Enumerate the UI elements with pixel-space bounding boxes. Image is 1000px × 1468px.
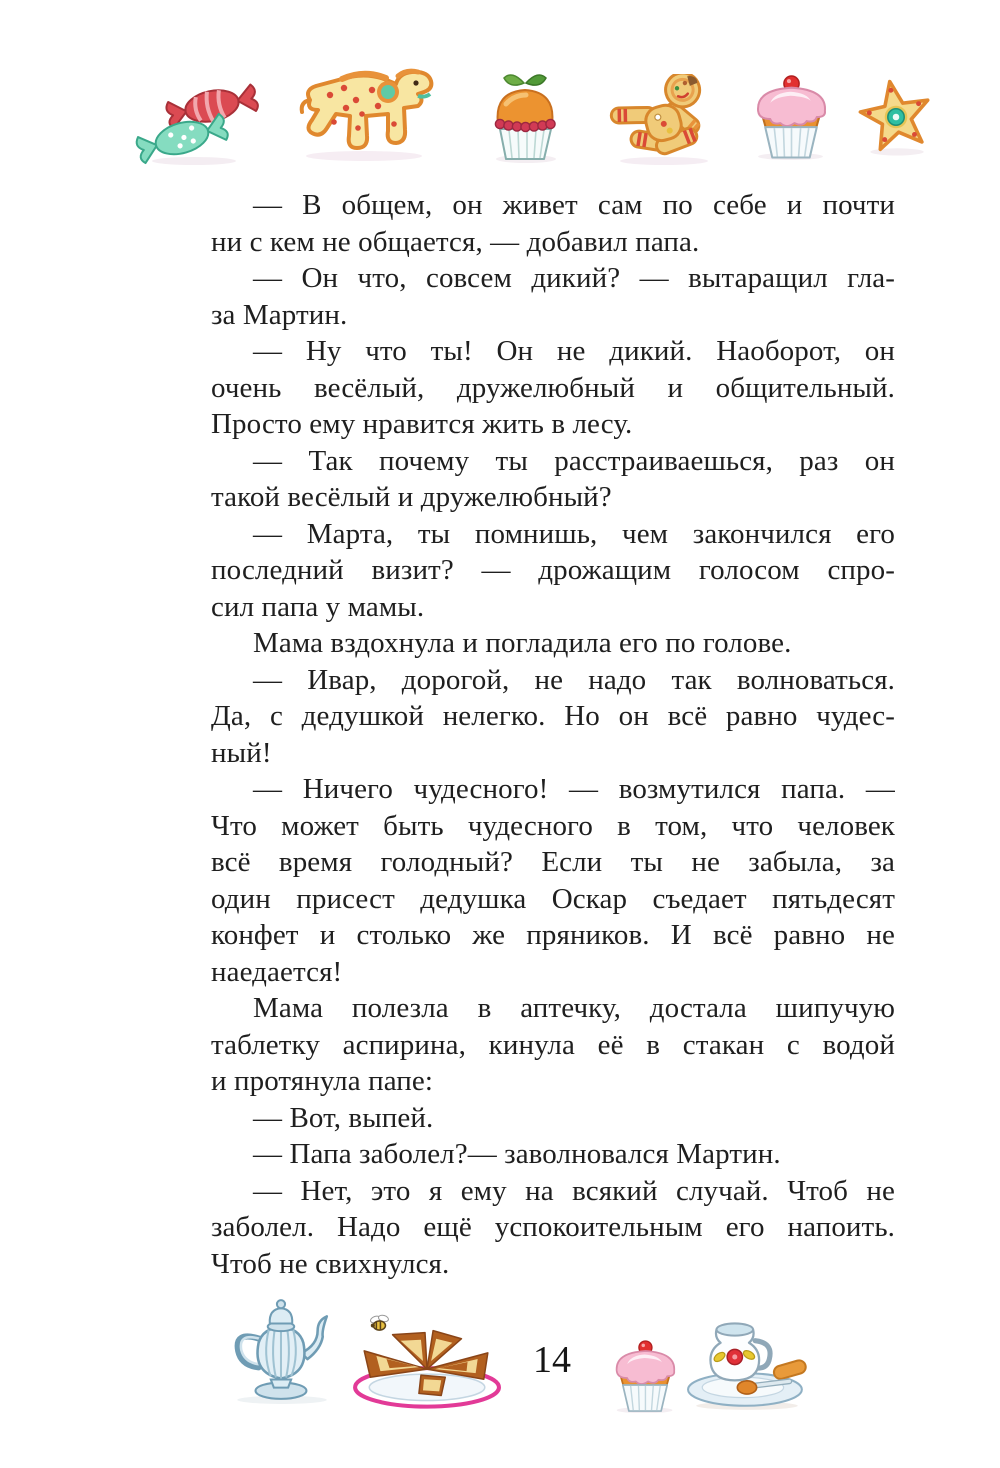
text-line: ный! bbox=[211, 736, 272, 769]
text-line: — Нет, это я ему на всякий случай. Чтоб не bbox=[253, 1174, 895, 1207]
text-line: — В общем, он живет сам по себе и почти bbox=[253, 189, 895, 221]
text-line: очень весёлый, дружелюбный и общительный. bbox=[211, 371, 895, 404]
text-line: сил папа у мамы. bbox=[211, 590, 425, 623]
cake-plate-with-bee-illustration bbox=[348, 1310, 502, 1412]
bee-icon bbox=[370, 1314, 390, 1330]
page-number: 14 bbox=[533, 1339, 571, 1381]
wrapped-candies-illustration bbox=[134, 74, 260, 166]
text-line: — Вот, выпей. bbox=[253, 1101, 434, 1134]
text-line: — Он что, совсем дикий? — вытаращил гла- bbox=[253, 262, 895, 294]
text-line: всё время голодный? Если ты не забыла, за bbox=[211, 846, 895, 878]
text-line: Да, с дедушкой нелегко. Но он всё равно чудес- bbox=[211, 700, 895, 732]
gingerbread-horse-illustration bbox=[286, 64, 440, 164]
text-line: Мама вздохнула и погладила его по голове. bbox=[253, 627, 792, 659]
text-line: и протянула папе: bbox=[211, 1065, 434, 1097]
text-line: один присест дедушка Оскар съедает пятьдесят bbox=[211, 882, 895, 915]
cherry-cupcake-illustration bbox=[748, 70, 834, 160]
text-block bbox=[211, 187, 895, 1282]
text-line: конфет и столько же пряников. И всё равно не bbox=[211, 919, 895, 951]
text-line: — Так почему ты расстраиваешься, раз он bbox=[253, 444, 895, 477]
text-line: — Папа заболел?— заволновался Мартин. bbox=[253, 1138, 781, 1170]
text-line: наедается! bbox=[211, 955, 343, 988]
gingerbread-man-illustration bbox=[606, 74, 722, 166]
berry-cupcake-illustration bbox=[486, 68, 566, 164]
text-line: — Ну что ты! Он не дикий. Наоборот, он bbox=[253, 335, 895, 367]
text-line: последний визит? — дрожащим голосом спро- bbox=[211, 554, 895, 586]
text-line: Мама полезла в аптечку, достала шипучую bbox=[253, 992, 895, 1024]
text-line: за Мартин. bbox=[211, 298, 348, 331]
milk-jug-saucer-illustration bbox=[686, 1304, 810, 1414]
star-cookie-illustration bbox=[858, 78, 934, 156]
text-line: Что может быть чудесного в том, что человек bbox=[211, 809, 895, 842]
text-line: Чтоб не свихнулся. bbox=[211, 1247, 450, 1280]
text-line: таблетку аспирина, кинула её в стакан с водой bbox=[211, 1028, 895, 1061]
text-line: — Марта, ты помнишь, чем закончился его bbox=[253, 517, 895, 550]
text-line: — Ничего чудесного! — возмутился папа. — bbox=[253, 773, 895, 805]
cherry-cupcake-illustration bbox=[608, 1336, 682, 1413]
text-line: ни с кем не общается, — добавил папа. bbox=[211, 225, 700, 258]
text-line: Просто ему нравится жить в лесу. bbox=[211, 408, 633, 440]
teapot-illustration bbox=[226, 1296, 338, 1406]
text-line: такой весёлый и дружелюбный? bbox=[211, 481, 612, 513]
text-line: заболел. Надо ещё успокоительным его напоить. bbox=[211, 1211, 895, 1243]
text-line: — Ивар, дорогой, не надо так волноваться. bbox=[253, 663, 895, 696]
